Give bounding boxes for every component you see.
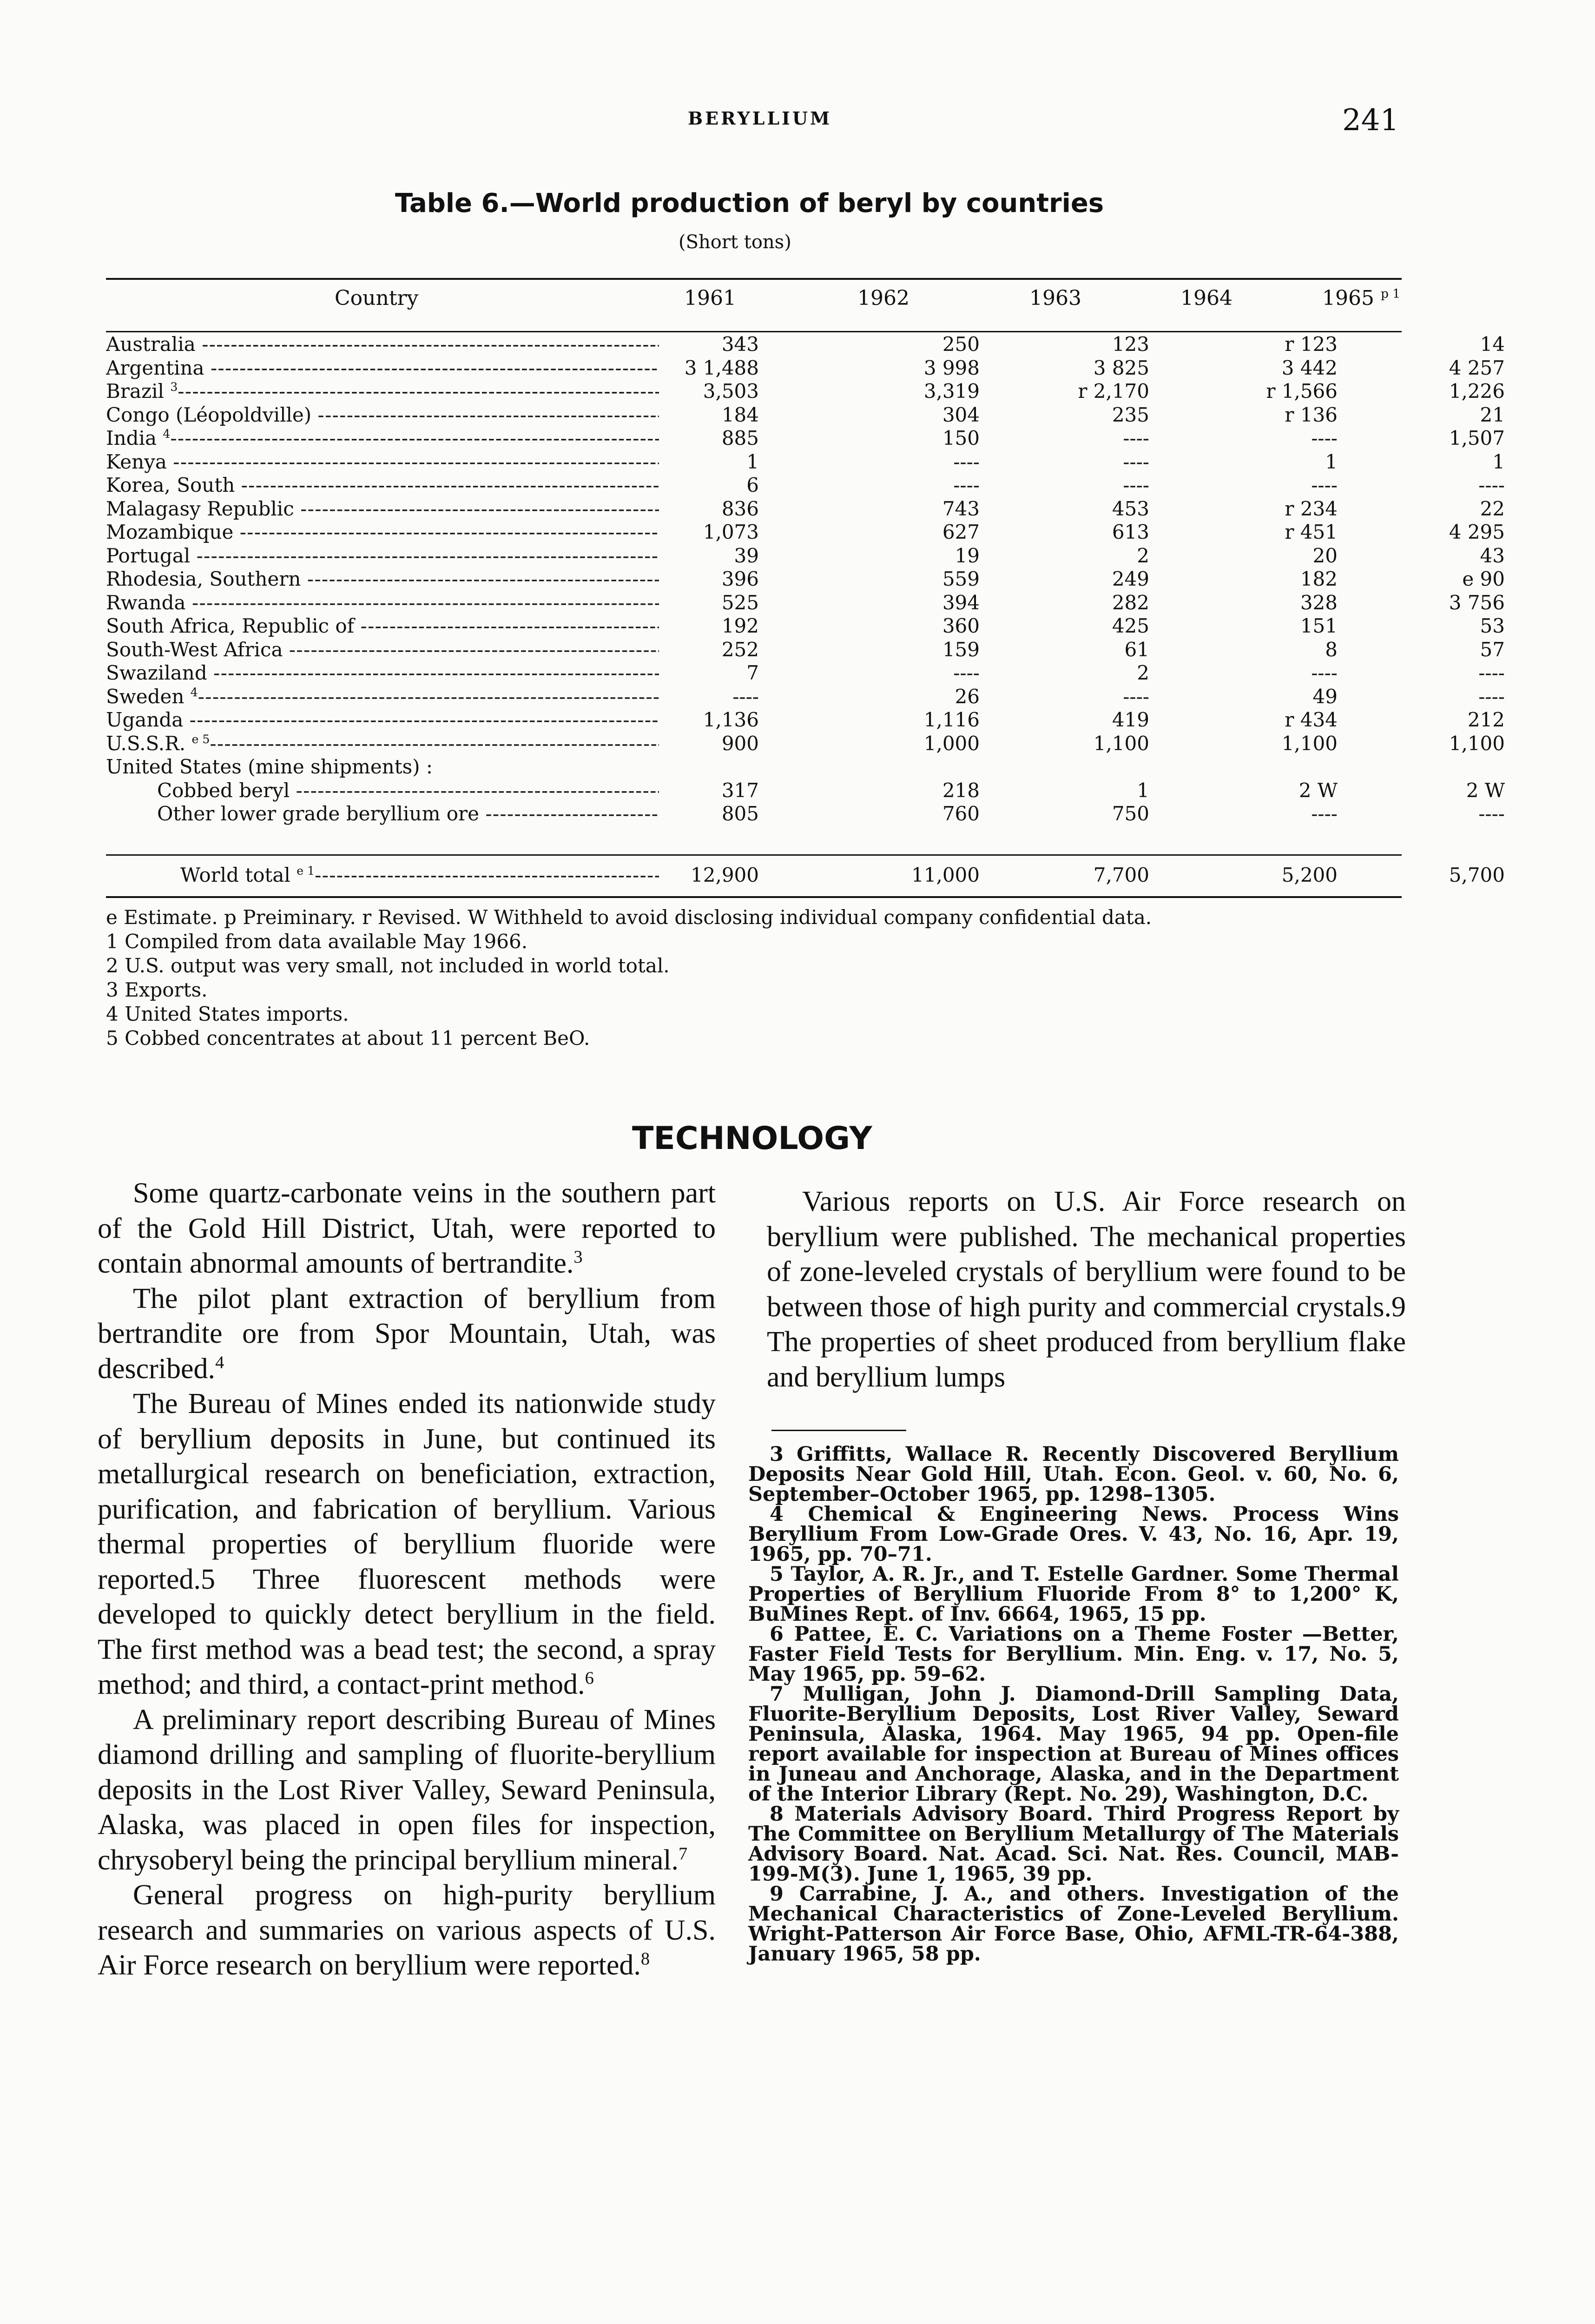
table-cell: 235	[1112, 403, 1149, 426]
table-cell: 885	[721, 427, 759, 449]
table-cell: 218	[942, 779, 980, 802]
table-cell: 249	[1112, 568, 1149, 590]
table-cell: 250	[942, 333, 980, 356]
table-cell: r 451	[1285, 521, 1338, 543]
table-cell: r 434	[1285, 708, 1338, 731]
table-cell: 3,319	[923, 380, 980, 403]
footnote: 4 Chemical & Engineering News. Process Wins Beryllium From Low-Grade Ores. V. 43, No. 16, Apr. 19, 1965, pp. 70–71.	[748, 1503, 1399, 1566]
table-note-2: 2 U.S. output was very small, not included in world total.	[106, 954, 670, 977]
table-cell: 396	[721, 568, 759, 590]
table-cell: 19	[955, 544, 980, 567]
table-cell: 304	[942, 403, 980, 426]
footnote: 5 Taylor, A. R. Jr., and T. Estelle Gardner. Some Thermal Properties of Beryllium Fluoride From 8° to 1,200° K, BuMines Rept. of Inv. 6664, 1965, 15 pp.	[748, 1563, 1399, 1626]
table-row	[106, 779, 1505, 803]
table-row	[106, 708, 1505, 732]
table-cell: 1,073	[703, 521, 759, 543]
table-note-3: 3 Exports.	[106, 978, 208, 1001]
column-header-1963: 1963	[1029, 286, 1081, 310]
row-label: Argentina - - -	[106, 357, 659, 379]
table-header-rule	[106, 331, 1402, 332]
table-cell: 743	[942, 497, 980, 520]
table-row	[106, 732, 1505, 756]
table-cell: 184	[721, 403, 759, 426]
table-cell: 394	[942, 591, 980, 614]
table-cell: 360	[942, 614, 980, 637]
table-row	[106, 356, 1505, 380]
table-cell: 317	[721, 779, 759, 802]
table-cell: 559	[942, 568, 980, 590]
table-cell: 4 257	[1449, 356, 1505, 379]
table-row	[106, 474, 1505, 497]
table-cell: 2 W	[1466, 779, 1505, 802]
table-cell: 53	[1480, 614, 1505, 637]
row-label: Rwanda - - -	[106, 591, 659, 614]
table-cell: ----	[732, 685, 759, 708]
table-cell: 212	[1467, 708, 1505, 731]
row-label: Portugal - - -	[106, 544, 659, 567]
footnote: 3 Griffitts, Wallace R. Recently Discovered Beryllium Deposits Near Gold Hill, Utah. Econ. Geol. v. 60, No. 6, September–October 1965, pp. 1298–1305.	[748, 1443, 1399, 1506]
row-label: U.S.S.R. $^{e 5}$ - - -	[106, 732, 659, 755]
footnote: 8 Materials Advisory Board. Third Progress Report by The Committee on Beryllium Metallurgy of The Materials Advisory Board. Nat. Acad. Sci. Nat. Res. Council, MAB-199-M(3). June 1, 1965, 39 pp.	[748, 1802, 1399, 1886]
table-cell: 6	[746, 474, 759, 496]
table-cell: 49	[1312, 685, 1338, 708]
table-cell: ----	[1123, 685, 1149, 708]
table-cell: 182	[1300, 568, 1338, 590]
table-row	[106, 521, 1505, 544]
footnote: 9 Carrabine, J. A., and others. Investigation of the Mechanical Characteristics of Zone-Leveled Beryllium. Wright-Patterson Air Force Base, Ohio, AFML-TR-64-388, January 1965, 58 pp.	[748, 1882, 1399, 1966]
table-cell: ----	[1478, 685, 1505, 708]
table-top-rule	[106, 278, 1402, 280]
table-cell: ----	[1123, 474, 1149, 496]
table-cell: 22	[1480, 497, 1505, 520]
table-cell: 1	[1137, 779, 1149, 802]
total-1961: 12,900	[691, 864, 759, 886]
table-cell: ----	[1123, 450, 1149, 473]
row-label: Rhodesia, Southern - - -	[106, 568, 659, 590]
table-cell: 1,507	[1449, 427, 1505, 449]
table-cell: 20	[1312, 544, 1338, 567]
table-cell: 900	[721, 732, 759, 755]
table-row	[106, 638, 1505, 662]
table-units: (Short tons)	[679, 231, 791, 253]
table-cell: r 2,170	[1078, 380, 1149, 403]
paragraph: The Bureau of Mines ended its nationwide study of beryllium deposits in June, but continued its metallurgical research on beneficiation, extraction, purification, and fabrication of beryllium. Various thermal properties of beryllium fluoride were reported.5 Three fluorescent methods were developed to quickly detect beryllium in the field. The first method was a bead test; the second, a spray method; and third, a contact-print method.$^6$	[98, 1388, 716, 1700]
table-cell: 43	[1480, 544, 1505, 567]
table-row	[106, 755, 1402, 779]
table-cell: 1,100	[1449, 732, 1505, 755]
table-cell: 3,503	[703, 380, 759, 403]
table-row	[106, 685, 1505, 709]
table-cell: ----	[1478, 802, 1505, 825]
table-cell: 252	[721, 638, 759, 661]
row-label: Uganda - - -	[106, 708, 659, 731]
table-cell: 1	[1492, 450, 1505, 473]
row-label: India $^4$ - - -	[106, 427, 659, 449]
table-cell: 61	[1124, 638, 1149, 661]
table-bottom-rule	[106, 896, 1402, 898]
column-header-1964: 1964	[1180, 286, 1232, 310]
right-column	[767, 1184, 1406, 1395]
page-number: 241	[1342, 103, 1399, 138]
table-cell: 525	[721, 591, 759, 614]
table-cell: ----	[1478, 474, 1505, 496]
row-label: Korea, South - - -	[106, 474, 659, 496]
paragraph: Some quartz-carbonate veins in the southern part of the Gold Hill District, Utah, were reported to contain abnormal amounts of bertrandite.$^3$	[98, 1177, 716, 1279]
table-cell: 805	[721, 802, 759, 825]
table-cell: 159	[942, 638, 980, 661]
table-cell: 7	[746, 661, 759, 684]
table-row	[106, 568, 1505, 591]
table-cell: ----	[1311, 427, 1338, 449]
table-cell: 14	[1480, 333, 1505, 356]
column-header-country: Country	[335, 286, 419, 310]
row-label: Other lower grade beryllium ore - - -	[106, 802, 659, 825]
table-cell: r 136	[1285, 403, 1338, 426]
table-cell: 343	[721, 333, 759, 356]
table-cell: 123	[1112, 333, 1149, 356]
table-cell: 1,226	[1449, 380, 1505, 403]
table-cell: 1	[1325, 450, 1338, 473]
table-cell: r 1,566	[1266, 380, 1338, 403]
footnotes	[748, 1445, 1399, 1964]
table-cell: r 123	[1285, 333, 1338, 356]
row-label: South Africa, Republic of - - -	[106, 614, 659, 637]
table-cell: 1,116	[923, 708, 980, 731]
table-cell: 4 295	[1449, 521, 1505, 543]
table-row	[106, 661, 1505, 685]
table-row	[106, 380, 1505, 403]
row-label: Malagasy Republic - - -	[106, 497, 659, 520]
row-label: Kenya - - -	[106, 450, 659, 473]
table-cell: 1,136	[703, 708, 759, 731]
running-head: BERYLLIUM	[688, 108, 832, 129]
footnote-rule	[771, 1430, 906, 1431]
paragraph: Various reports on U.S. Air Force research on beryllium were published. The mechanical properties of zone-leveled crystals of beryllium were found to be between those of high purity and commercial crystals.9 The properties of sheet produced from beryllium flake and beryllium lumps	[767, 1186, 1406, 1393]
column-header-1965: 1965 $^{p 1}$	[1322, 286, 1401, 310]
row-label: Brazil $^3$ - - -	[106, 380, 659, 403]
table-notes	[106, 905, 1402, 1050]
table-cell: 1	[746, 450, 759, 473]
table-cell: 26	[955, 685, 980, 708]
table-total-rule	[106, 854, 1402, 856]
table-total-row	[106, 864, 1505, 891]
row-label: Swaziland - - -	[106, 661, 659, 684]
table-title: Table 6.—World production of beryl by countries	[395, 188, 1104, 218]
table-cell: 453	[1112, 497, 1149, 520]
table-body	[106, 333, 1505, 826]
column-header-1962: 1962	[857, 286, 910, 310]
table-cell: 425	[1112, 614, 1149, 637]
table-cell: 627	[942, 521, 980, 543]
table-cell: ----	[1123, 427, 1149, 449]
table-cell: 39	[734, 544, 759, 567]
table-cell: 1,100	[1093, 732, 1149, 755]
table-cell: ----	[953, 450, 980, 473]
table-cell: 282	[1112, 591, 1149, 614]
table-note-legend: e Estimate. p Preiminary. r Revised. W Withheld to avoid disclosing individual company confidential data.	[106, 906, 1152, 929]
table-cell: 3 825	[1093, 356, 1149, 379]
table-cell: r 234	[1285, 497, 1338, 520]
table-cell: ----	[1311, 802, 1338, 825]
table-cell: 760	[942, 802, 980, 825]
row-label: World total $^{e 1}$ - - -	[180, 864, 659, 886]
table-cell: e 90	[1462, 568, 1505, 590]
table-note-1: 1 Compiled from data available May 1966.	[106, 930, 528, 953]
table-cell: 2	[1137, 661, 1149, 684]
paragraph: A preliminary report describing Bureau of Mines diamond drilling and sampling of fluorite-beryllium deposits in the Lost River Valley, Seward Peninsula, Alaska, was placed in open files for inspection, chrysoberyl being the principal beryllium mineral.$^7$	[98, 1703, 716, 1876]
row-label: South-West Africa - - -	[106, 638, 659, 661]
table-cell: 1,000	[923, 732, 980, 755]
table-cell: 57	[1480, 638, 1505, 661]
table-cell: 836	[721, 497, 759, 520]
table-cell: ----	[953, 474, 980, 496]
table-cell: 150	[942, 427, 980, 449]
paragraph: General progress on high-purity beryllium research and summaries on various aspects of U.S. Air Force research on beryllium were reported.$^8$	[98, 1879, 716, 1981]
table-cell: 419	[1112, 708, 1149, 731]
table-cell: 1,100	[1281, 732, 1338, 755]
paragraph: The pilot plant extraction of beryllium from bertrandite ore from Spor Mountain, Utah, was described.$^4$	[98, 1282, 716, 1385]
table-cell: 3 442	[1281, 356, 1338, 379]
table-row	[106, 497, 1505, 521]
table-cell: 8	[1325, 638, 1338, 661]
row-label: United States (mine shipments) :	[106, 755, 433, 778]
table-cell: 3 1,488	[684, 356, 759, 379]
table-cell: ----	[953, 661, 980, 684]
total-1964: 5,200	[1281, 864, 1338, 886]
table-cell: 151	[1300, 614, 1338, 637]
total-1965: 5,700	[1449, 864, 1505, 886]
table-cell: ----	[1311, 474, 1338, 496]
table-note-4: 4 United States imports.	[106, 1003, 349, 1025]
table-cell: 328	[1300, 591, 1338, 614]
total-1962: 11,000	[911, 864, 980, 886]
table-cell: 2 W	[1298, 779, 1338, 802]
table-cell: 3 998	[923, 356, 980, 379]
row-label: Sweden $^4$ - - -	[106, 685, 659, 708]
row-label: Australia - - -	[106, 333, 659, 356]
table-row	[106, 802, 1505, 826]
section-heading: TECHNOLOGY	[632, 1120, 872, 1157]
column-header-1961: 1961	[684, 286, 736, 310]
left-column	[98, 1176, 716, 1983]
table-cell: 192	[721, 614, 759, 637]
table-row	[106, 427, 1505, 450]
row-label: Mozambique - - -	[106, 521, 659, 543]
table-cell: 613	[1112, 521, 1149, 543]
table-cell: 21	[1480, 403, 1505, 426]
table-cell: 750	[1112, 802, 1149, 825]
row-label: Congo (Léopoldville) - - -	[106, 403, 659, 426]
footnote: 6 Pattee, E. C. Variations on a Theme Foster —Better, Faster Field Tests for Beryllium. Min. Eng. v. 17, No. 5, May 1965, pp. 59–62.	[748, 1623, 1399, 1686]
table-row	[106, 544, 1505, 568]
table-row	[106, 333, 1505, 357]
table-row	[106, 614, 1505, 638]
table-cell: ----	[1478, 661, 1505, 684]
table-cell: 2	[1137, 544, 1149, 567]
row-label: Cobbed beryl - - -	[106, 779, 659, 802]
table-note-5: 5 Cobbed concentrates at about 11 percent BeO.	[106, 1027, 590, 1050]
total-1963: 7,700	[1093, 864, 1149, 886]
footnote: 7 Mulligan, John J. Diamond-Drill Sampling Data, Fluorite-Beryllium Deposits, Lost River Valley, Seward Peninsula, Alaska, 1964. May 1965, 94 pp. Open-file report available for inspection at Bureau of Mines offices in Juneau and Anchorage, Alaska, and in the Department of the Interior Library (Rept. No. 29), Washington, D.C.	[748, 1683, 1399, 1806]
table-row	[106, 591, 1505, 615]
table-cell: 3 756	[1449, 591, 1505, 614]
table-row	[106, 450, 1505, 474]
table-row	[106, 403, 1505, 427]
table-cell: ----	[1311, 661, 1338, 684]
